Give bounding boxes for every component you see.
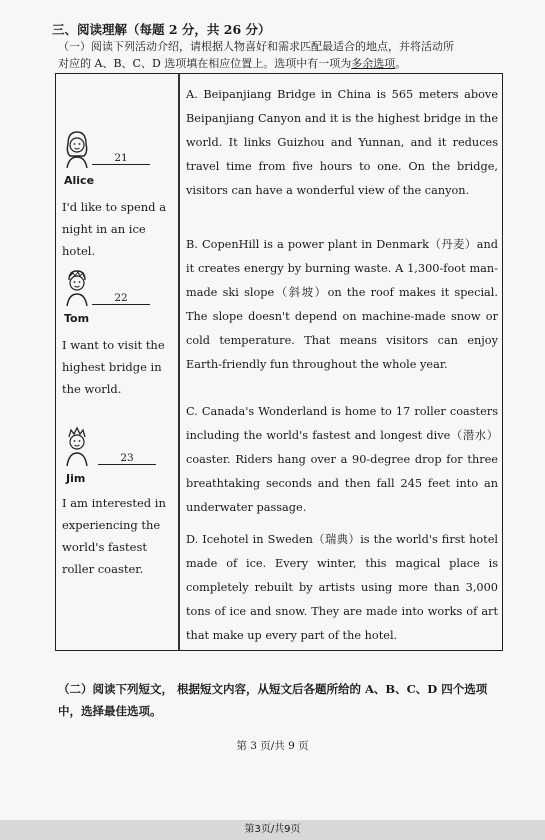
person-need-tom: I want to visit the highest bridge in the world. (62, 338, 165, 396)
person-avatar-jim-icon (62, 426, 92, 468)
option-c: C. Canada's Wonderland is home to 17 roller coasters including the world's fastest and longest dive（潜水）coaster. Riders hang over a 90-degree drop for three breathtaking seconds and then fall 245 feet into an underwater passage. (186, 405, 498, 514)
answer-blank-22[interactable]: 22 (92, 292, 150, 305)
part2-instruction: （二）阅读下列短文， 根据短文内容，从短文后各题所给的 A、B、C、D 四个选项中，选择最佳选项。 (58, 682, 488, 718)
option-b: B. CopenHill is a power plant in Denmark（丹麦）and it creates energy by burning waste. A 1,300-foot man-made ski slope（斜坡）on the roof makes it special. The slope doesn't depend on machine-made snow or cold temperature. That means visitors can enjoy Earth-friendly fun throughout the whole year. (186, 238, 498, 371)
viewer-page-indicator: 第3页/共9页 (0, 820, 545, 840)
person-name-tom: Tom (64, 312, 90, 325)
section-heading: 三、阅读理解（每题 2 分，共 26 分） (52, 22, 271, 37)
option-d: D. Icehotel in Sweden（瑞典）is the world's first hotel made of ice. Every winter, this magical place is completely rebuilt by artists using more than 3,000 tons of ice and snow. They are made into works of art that make up every part of the hotel. (186, 533, 498, 642)
instruction-line-1: （一）阅读下列活动介绍，请根据人物喜好和需求匹配最适合的地点，并将活动所 (58, 40, 454, 53)
answer-blank-21[interactable]: 21 (92, 152, 150, 165)
instruction-end: 。 (395, 57, 407, 70)
option-a: A. Beipanjiang Bridge in China is 565 meters above Beipanjiang Canyon and it is the highest bridge in the world. It links Guizhou and Yunnan, and it reduces travel time from five hours to one. On the bridge, visitors can have a wonderful view of the canyon. (186, 88, 498, 197)
person-need-jim: I am interested in experiencing the world's fastest roller coaster. (62, 496, 166, 576)
answer-blank-23[interactable]: 23 (98, 452, 156, 465)
person-name-alice: Alice (64, 174, 95, 187)
instruction-line-2: 对应的 A、B、C、D 选项填在相应位置上。选项中有一项为 (58, 57, 352, 70)
person-avatar-alice-icon (62, 130, 92, 170)
part1-instruction (58, 38, 508, 72)
table-divider (178, 73, 180, 651)
person-avatar-tom-icon (62, 268, 92, 308)
person-need-alice: I'd like to spend a night in an ice hotel. (62, 200, 167, 258)
extra-option-note: 多余选项 (351, 57, 396, 70)
person-name-jim: Jim (66, 472, 86, 485)
page-number: 第 3 页/共 9 页 (236, 740, 309, 752)
